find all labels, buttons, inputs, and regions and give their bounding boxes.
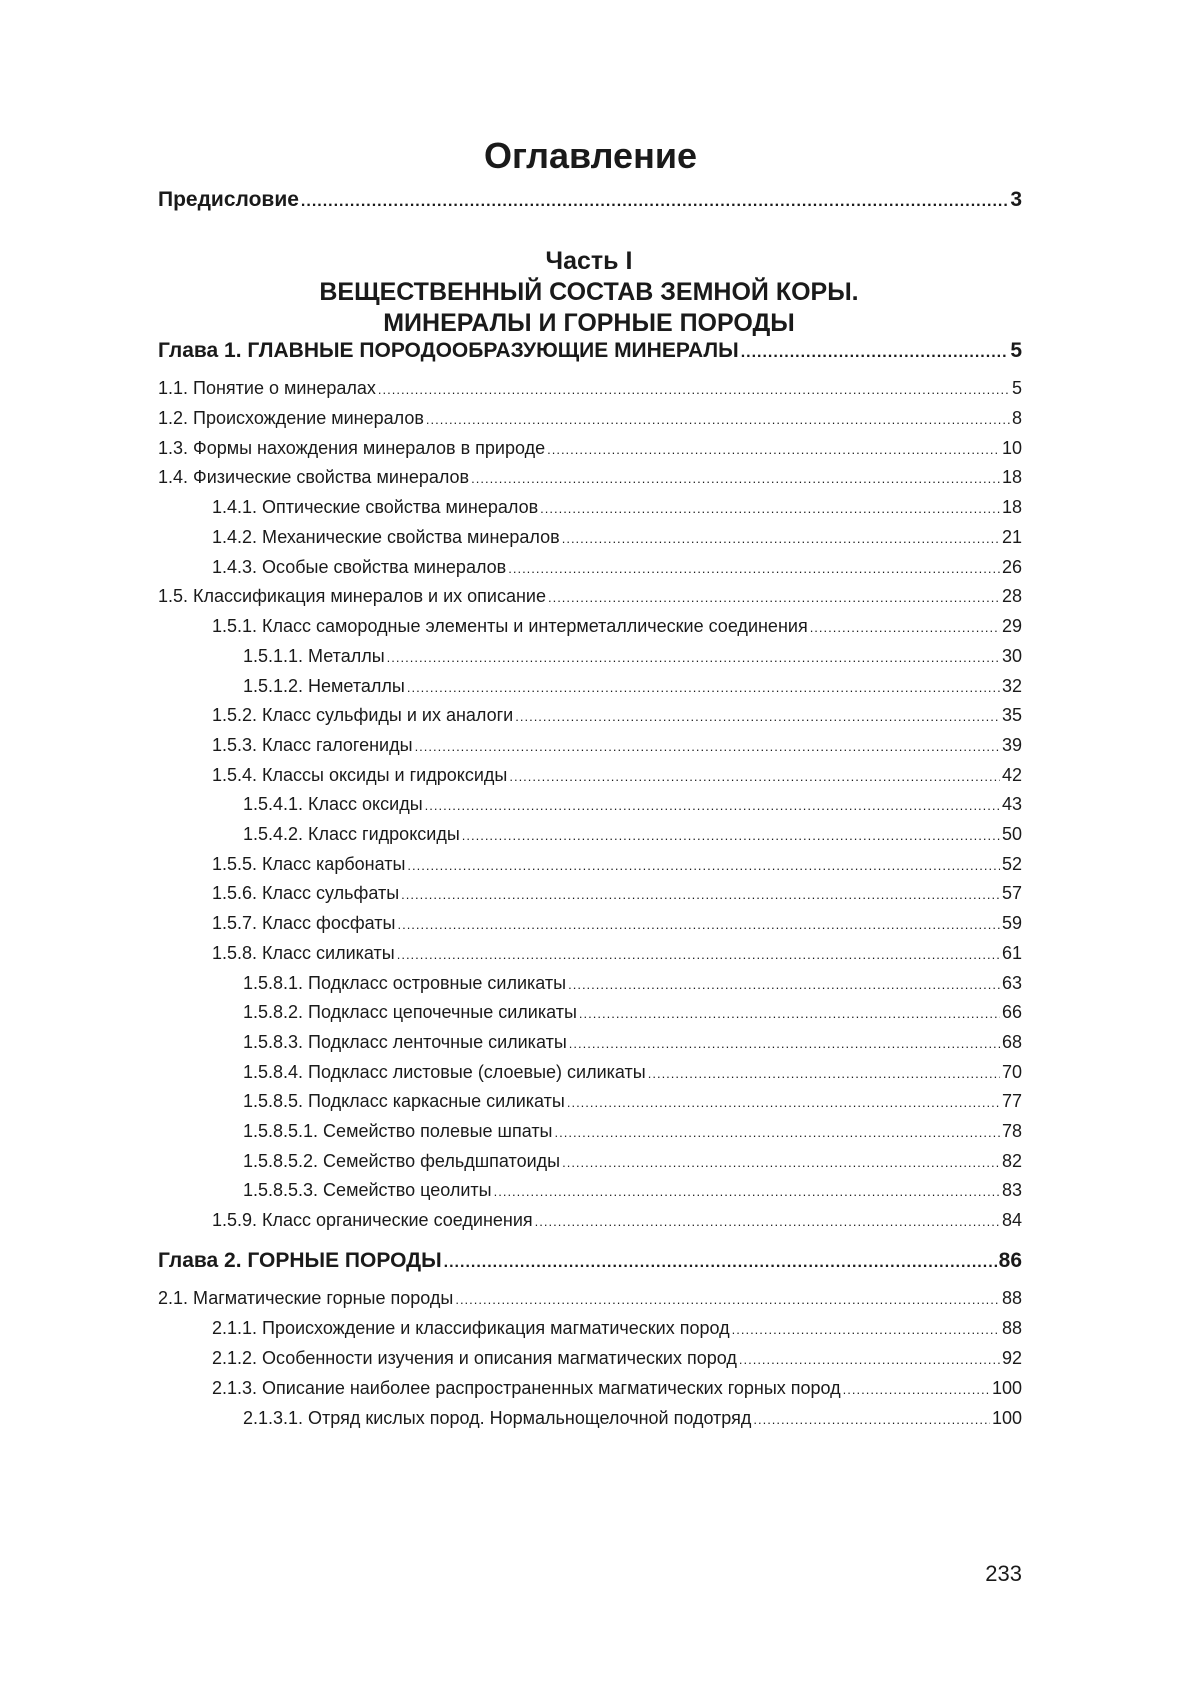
toc-leader-dots <box>648 1062 1000 1086</box>
toc-entry-page: 63 <box>1001 973 1022 993</box>
toc-leader-dots <box>810 616 1000 640</box>
toc-leader-dots <box>753 1408 990 1432</box>
toc-leader-dots <box>568 973 1000 997</box>
toc-leader-dots <box>540 497 1000 521</box>
toc-entry <box>158 792 1022 818</box>
toc-entry-text: 1.5.8. Класс силикаты <box>212 943 395 963</box>
toc-leader-dots <box>509 765 1000 789</box>
toc-entry <box>158 822 1022 848</box>
toc-entry-page: 59 <box>1001 913 1022 933</box>
toc-entry <box>158 971 1022 997</box>
toc-entry-text: 1.4.3. Особые свойства минералов <box>212 557 507 577</box>
toc-entry-text: 1.3. Формы нахождения минералов в природе <box>158 438 546 458</box>
toc-entry-text: 1.5.2. Класс сульфиды и их аналоги <box>212 705 514 725</box>
toc-entry <box>158 941 1022 967</box>
toc-entry-page: 3 <box>1010 188 1022 211</box>
toc-entry <box>158 1149 1022 1175</box>
toc-leader-dots <box>401 883 1000 907</box>
toc-leader-dots <box>462 824 1000 848</box>
toc-entry-page: 42 <box>1001 765 1022 785</box>
toc-entry-text: 1.5.4.1. Класс оксиды <box>243 794 423 814</box>
toc-leader-dots <box>569 1032 1000 1056</box>
toc-leader-dots <box>407 854 1000 878</box>
toc-leader-dots <box>426 408 1010 432</box>
toc-leader-dots <box>535 1210 1000 1234</box>
toc-leader-dots <box>415 735 1000 759</box>
toc-entry-text: 1.5.5. Класс карбонаты <box>212 854 406 874</box>
toc-entry <box>158 1406 1022 1432</box>
toc-entry-text: 1.4. Физические свойства минералов <box>158 467 470 487</box>
toc-entry-page: 18 <box>1001 467 1022 487</box>
toc-entry-page: 29 <box>1001 616 1022 636</box>
toc-leader-dots <box>444 1249 997 1277</box>
toc-entry-page: 57 <box>1001 883 1022 903</box>
toc-leader-dots <box>562 527 1000 551</box>
toc-entry-page: 92 <box>1001 1348 1022 1368</box>
toc-leader-dots <box>741 339 1009 367</box>
toc-entry-text: Глава 1. ГЛАВНЫЕ ПОРОДООБРАЗУЮЩИЕ МИНЕРАЛЫ <box>158 339 739 362</box>
toc-entry <box>158 703 1022 729</box>
toc-entry-text: 1.5.8.5.2. Семейство фельдшпатоиды <box>243 1151 561 1171</box>
toc-leader-dots <box>579 1002 1000 1026</box>
toc-entry-text: 1.5.1.2. Неметаллы <box>243 676 405 696</box>
toc-entry <box>158 406 1022 432</box>
toc-entry <box>158 1208 1022 1234</box>
toc-entry-text: 1.5.3. Класс галогениды <box>212 735 413 755</box>
toc-entry-page: 83 <box>1001 1180 1022 1200</box>
toc-entry-text: 2.1.3. Описание наиболее распространенных магматических горных пород <box>212 1378 841 1398</box>
toc-entry-text: 1.5.4.2. Класс гидроксиды <box>243 824 460 844</box>
toc-leader-dots <box>515 705 1000 729</box>
toc-entry-text: 1.4.1. Оптические свойства минералов <box>212 497 539 517</box>
toc-entry-page: 26 <box>1001 557 1022 577</box>
toc-leader-dots <box>301 188 1008 216</box>
toc-entry <box>158 1060 1022 1086</box>
part-title-line-2: МИНЕРАЛЫ И ГОРНЫЕ ПОРОДЫ <box>383 309 795 337</box>
toc-entry-page: 5 <box>1010 339 1022 362</box>
toc-entry-page: 35 <box>1001 705 1022 725</box>
toc-leader-dots <box>387 646 1000 670</box>
toc-leader-dots <box>378 378 1010 402</box>
toc-entry-page: 50 <box>1001 824 1022 844</box>
toc-entry-text: 2.1. Магматические горные породы <box>158 1288 454 1308</box>
toc-entry-page: 66 <box>1001 1002 1022 1022</box>
toc-entry-page: 100 <box>991 1408 1022 1428</box>
toc-entry-page: 32 <box>1001 676 1022 696</box>
toc-entry-text: 1.5.8.5.1. Семейство полевые шпаты <box>243 1121 553 1141</box>
toc-entry <box>158 881 1022 907</box>
toc-entry <box>158 1089 1022 1115</box>
toc-entry-page: 86 <box>998 1249 1022 1272</box>
toc-leader-dots <box>732 1318 1000 1342</box>
toc-chapter-1 <box>158 337 1022 367</box>
toc-entry <box>158 1316 1022 1342</box>
toc-entry <box>158 644 1022 670</box>
toc-entry-text: 1.5.1.1. Металлы <box>243 646 385 666</box>
toc-leader-dots <box>407 676 1000 700</box>
toc-entry <box>158 1346 1022 1372</box>
toc-entry-page: 43 <box>1001 794 1022 814</box>
toc-entry <box>158 614 1022 640</box>
toc-entry <box>158 852 1022 878</box>
toc-entry <box>158 763 1022 789</box>
toc-entry-text: 2.1.2. Особенности изучения и описания магматических пород <box>212 1348 737 1368</box>
toc-entry-text: 1.5.1. Класс самородные элементы и интерметаллические соединения <box>212 616 808 636</box>
toc-entry-text: 1.5.8.5.3. Семейство цеолиты <box>243 1180 492 1200</box>
part-heading <box>158 246 1020 339</box>
toc-leader-dots <box>843 1378 990 1402</box>
toc-leader-dots <box>397 913 1000 937</box>
toc-entry <box>158 733 1022 759</box>
toc-entry-page: 61 <box>1001 943 1022 963</box>
toc-entry-page: 28 <box>1001 586 1022 606</box>
toc-entry <box>158 465 1022 491</box>
toc-entry <box>158 555 1022 581</box>
toc-entry <box>158 495 1022 521</box>
toc-entry <box>158 1376 1022 1402</box>
toc-entry-text: 1.5.8.2. Подкласс цепочечные силикаты <box>243 1002 577 1022</box>
toc-entry-text: 1.5.8.4. Подкласс листовые (слоевые) силикаты <box>243 1062 646 1082</box>
toc-entry-page: 88 <box>1001 1288 1022 1308</box>
toc-entry-text: 1.5.4. Классы оксиды и гидроксиды <box>212 765 508 785</box>
part-label: Часть I <box>545 247 633 275</box>
toc-entry-page: 70 <box>1001 1062 1022 1082</box>
toc-entry-page: 82 <box>1001 1151 1022 1171</box>
toc-entry <box>158 674 1022 700</box>
toc-entry-text: 1.5.6. Класс сульфаты <box>212 883 400 903</box>
toc-entry-page: 78 <box>1001 1121 1022 1141</box>
toc-entry-text: 1.5. Классификация минералов и их описание <box>158 586 546 606</box>
toc-leader-dots <box>425 794 1000 818</box>
toc-entry-page: 18 <box>1001 497 1022 517</box>
toc-entry-text: Предисловие <box>158 188 299 211</box>
toc-leader-dots <box>508 557 1000 581</box>
toc-entry-page: 10 <box>1001 438 1022 458</box>
toc-entry-text: 1.5.8.3. Подкласс ленточные силикаты <box>243 1032 567 1052</box>
toc-entry <box>158 436 1022 462</box>
toc-entry-page: 77 <box>1001 1091 1022 1111</box>
toc-entry-page: 39 <box>1001 735 1022 755</box>
toc-leader-dots <box>494 1180 1000 1204</box>
toc-entry <box>158 911 1022 937</box>
toc-leader-dots <box>547 438 1000 462</box>
page-number: 233 <box>985 1561 1022 1586</box>
toc-entry-text: 1.4.2. Механические свойства минералов <box>212 527 560 547</box>
toc-entry <box>158 525 1022 551</box>
toc-entry-page: 84 <box>1001 1210 1022 1230</box>
toc-entry-text: 1.5.8.1. Подкласс островные силикаты <box>243 973 567 993</box>
toc-leader-dots <box>567 1091 1000 1115</box>
toc-leader-dots <box>455 1288 1000 1312</box>
part-title-line-1: ВЕЩЕСТВЕННЫЙ СОСТАВ ЗЕМНОЙ КОРЫ. <box>319 278 859 306</box>
toc-entry-text: 1.5.7. Класс фосфаты <box>212 913 396 933</box>
toc-entry-page: 8 <box>1011 408 1022 428</box>
toc-entry-text: 1.5.8.5. Подкласс каркасные силикаты <box>243 1091 565 1111</box>
toc-entry-page: 52 <box>1001 854 1022 874</box>
toc-entry-page: 30 <box>1001 646 1022 666</box>
toc-entry-text: Глава 2. ГОРНЫЕ ПОРОДЫ <box>158 1249 442 1272</box>
toc-leader-dots <box>555 1121 1000 1145</box>
toc-entry-page: 5 <box>1011 378 1022 398</box>
toc-leader-dots <box>739 1348 1000 1372</box>
toc-entry-preface <box>158 186 1022 216</box>
toc-leader-dots <box>548 586 1000 610</box>
toc-entry <box>158 1030 1022 1056</box>
toc-entry-text: 1.5.9. Класс органические соединения <box>212 1210 533 1230</box>
toc-entry-text: 1.1. Понятие о минералах <box>158 378 376 398</box>
toc-entry-text: 2.1.1. Происхождение и классификация магматических пород <box>212 1318 730 1338</box>
toc-entry-text: 1.2. Происхождение минералов <box>158 408 424 428</box>
toc-entry-page: 68 <box>1001 1032 1022 1052</box>
toc-entry-text: 2.1.3.1. Отряд кислых пород. Нормальнощелочной подотряд <box>243 1408 752 1428</box>
page-title: Оглавление <box>484 135 697 176</box>
toc-entry <box>158 1178 1022 1204</box>
toc-entry <box>158 1119 1022 1145</box>
toc-leader-dots <box>471 467 1000 491</box>
toc-entry <box>158 1000 1022 1026</box>
toc-entry-page: 88 <box>1001 1318 1022 1338</box>
toc-leader-dots <box>397 943 1000 967</box>
toc-leader-dots <box>562 1151 1000 1175</box>
toc-entry-page: 21 <box>1001 527 1022 547</box>
toc-entry <box>158 584 1022 610</box>
toc-entry <box>158 376 1022 402</box>
toc-chapter-2 <box>158 1247 1022 1277</box>
toc-entry-page: 100 <box>991 1378 1022 1398</box>
toc-entry <box>158 1286 1022 1312</box>
